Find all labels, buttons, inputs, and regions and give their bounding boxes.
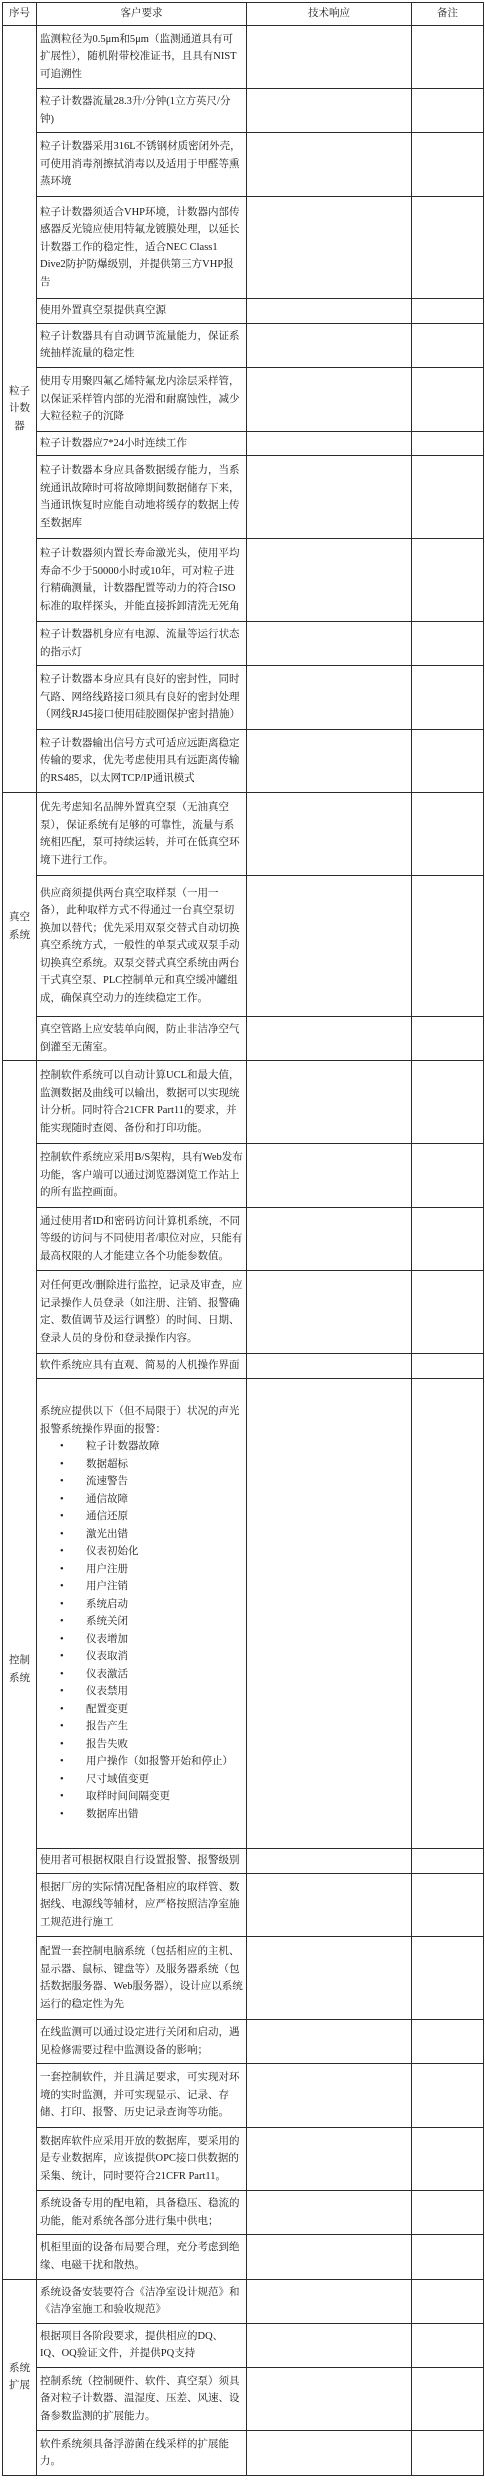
requirement-text: 控制系统（控制硬件、软件、真空泵）须具备对粒子计数器、温湿度、压差、风速、设备参数监测的扩展能力。 [37,2367,247,2431]
requirement-text: 真空管路上应安装单向阀，防止非洁净空气倒灌至无菌室。 [37,1017,247,1061]
alarm-item-label: 用户注销 [86,1581,128,1593]
alarm-item [40,1683,243,1701]
response-cell [247,1017,412,1061]
response-cell [247,1379,412,1849]
requirement-row [3,89,484,133]
requirement-text: 软件系统应具有直观、简易的人机操作界面 [37,1354,247,1379]
requirement-text: 粒子计数器机身应有电源、流量等运行状态的指示灯 [37,622,247,666]
alarm-item [40,1718,243,1736]
remark-cell [412,793,484,876]
response-cell [247,2431,412,2476]
remark-cell [412,196,484,298]
requirement-row [3,2367,484,2431]
alarm-item-label: 仪表禁用 [86,1686,128,1698]
response-cell [247,1873,412,1937]
requirement-text: 粒子计数器本身应具备数据缓存能力，当系统通讯故障时可将故障期间数据储存下来，当通讯恢复时应能自动地将缓存的数据上传至数据库 [37,456,247,539]
requirement-row [3,1379,484,1849]
requirement-text: 机柜里面的设备布局要合理，充分考虑到绝缘、电磁干扰和散热。 [37,2235,247,2279]
bullet-icon: • [60,1458,64,1470]
alarm-item [40,1753,243,1771]
header-remark: 备注 [412,3,484,26]
requirement-row [3,1848,484,1873]
remark-cell [412,2367,484,2431]
remark-cell [412,539,484,622]
requirement-text: 粒子计数器本身应具有良好的密封性，同时气路、网络线路接口须具有良好的密封处理（网线RJ45接口使用硅胶圈保护密封措施） [37,666,247,730]
requirement-row [3,729,484,793]
response-cell [247,89,412,133]
alarm-item [40,1526,243,1544]
alarm-item [40,1771,243,1789]
requirement-row [3,2279,484,2323]
bullet-icon: • [60,1441,64,1453]
alarm-item-label: 报告产生 [86,1721,128,1733]
alarm-item [40,1438,243,1456]
requirement-text: 配置一套控制电脑系统（包括相应的主机、显示器、鼠标、键盘等）及服务器系统（包括数据服务器、Web服务器），设计应以系统运行的稳定性为先 [37,1937,247,2020]
remark-cell [412,323,484,367]
remark-cell [412,1354,484,1379]
alarm-item [40,1508,243,1526]
remark-cell [412,666,484,730]
requirement-row [3,1873,484,1937]
response-cell [247,2323,412,2367]
alarm-item-label: 仪表取消 [86,1651,128,1663]
alarm-item [40,1578,243,1596]
requirement-text: 监测粒径为0.5μm和5μm（监测通道具有可扩展性），随机附带校准证书，且具有NIST可追溯性 [37,25,247,89]
requirement-row [3,793,484,876]
requirement-text: 根据项目各阶段要求，提供相应的DQ、IQ、OQ验证文件，并提供PQ支持 [37,2323,247,2367]
alarm-item [40,1491,243,1509]
requirement-text: 使用外置真空泵提供真空源 [37,298,247,323]
requirement-text: 对任何更改/删除进行监控，记录及审查，应记录操作人员登录（如注册、注销、报警确定、数值调节及运行调整）的时间、日期、登录人员的身份和登录操作内容。 [37,1271,247,1354]
bullet-icon: • [60,1668,64,1680]
requirement-text: 在线监测可以通过设定进行关闭和启动，遇见检修需要过程中监测设备的影响； [37,2019,247,2063]
bullet-icon: • [60,1598,64,1610]
alarm-item [40,1666,243,1684]
response-cell [247,1354,412,1379]
bullet-icon: • [60,1721,64,1733]
response-cell [247,2064,412,2128]
alarm-item-label: 激光出错 [86,1528,128,1540]
requirement-row [3,133,484,197]
alarm-item [40,1631,243,1649]
alarm-item [40,1701,243,1719]
bullet-icon: • [60,1528,64,1540]
requirement-text: 粒子计数器须内置长寿命激光头，使用平均寿命不少于50000小时或10年，可对粒子进行精确测量，计数器配置等动力的符合ISO标准的取样探头，并能直接拆卸清洗无死角 [37,539,247,622]
bullet-icon: • [60,1546,64,1558]
response-cell [247,729,412,793]
response-cell [247,666,412,730]
alarm-item-label: 用户操作（如报警开始和停止） [86,1756,233,1768]
alarm-item-label: 配置变更 [86,1703,128,1715]
response-cell [247,1061,412,1144]
remark-cell [412,1848,484,1873]
remark-cell [412,622,484,666]
requirement-row [3,1354,484,1379]
response-cell [247,1144,412,1208]
section-label-control-system: 控制系统 [3,1061,37,2279]
section-label-vacuum-system: 真空系统 [3,793,37,1061]
alarm-item [40,1561,243,1579]
requirement-row [3,368,484,432]
remark-cell [412,133,484,197]
requirement-row [3,2323,484,2367]
requirement-row [3,2127,484,2191]
response-cell [247,622,412,666]
remark-cell [412,2019,484,2063]
response-cell [247,2019,412,2063]
requirement-text: 粒子计数器采用316L不锈钢材质密闭外壳，可使用消毒剂擦拭消毒以及适用于甲醛等熏蒸环境 [37,133,247,197]
requirement-row [3,196,484,298]
alarm-item-label: 流速警告 [86,1476,128,1488]
requirement-row [3,25,484,89]
response-cell [247,1207,412,1271]
remark-cell [412,2064,484,2128]
response-cell [247,793,412,876]
requirement-text: 粒子计数器须适合VHP环境，计数器内部传感器反光镜应使用特氟龙镀膜处理，以延长计数器工作的稳定性，适合NEC Class1 Dive2防护防爆级别，并提供第三方VHP报告 [37,196,247,298]
requirement-text: 供应商须提供两台真空取样泵（一用一备），此种取样方式不得通过一台真空泵切换加以替代；优先采用双泵交替式自动切换真空系统方式，一般性的单泵式或双泵手动切换真空系统。双泵交替式真空系统由两台干式真空泵、PLC控制单元和真空缓冲罐组成，确保真空动力的连续稳定工作。 [37,876,247,1017]
response-cell [247,196,412,298]
requirement-text: 软件系统须具备浮游菌在线采样的扩展能力。 [37,2431,247,2476]
alarm-item-label: 粒子计数器故障 [86,1441,160,1453]
requirement-row [3,539,484,622]
requirement-row [3,2019,484,2063]
remark-cell [412,1207,484,1271]
alarm-item [40,1806,243,1824]
requirement-row [3,1271,484,1354]
bullet-icon: • [60,1791,64,1803]
requirement-row [3,622,484,666]
alarm-item-label: 仪表增加 [86,1633,128,1645]
alarm-item [40,1543,243,1561]
remark-cell [412,876,484,1017]
bullet-icon: • [60,1773,64,1785]
response-cell [247,876,412,1017]
response-cell [247,298,412,323]
remark-cell [412,1061,484,1144]
response-cell [247,431,412,456]
bullet-icon: • [60,1563,64,1575]
alarm-item [40,1596,243,1614]
requirement-row [3,1061,484,1144]
header-requirement: 客户要求 [37,3,247,26]
bullet-icon: • [60,1581,64,1593]
requirement-row [3,2235,484,2279]
remark-cell [412,1017,484,1061]
requirement-text: 控制软件系统应采用B/S架构，具有Web发布功能，客户端可以通过浏览器浏览工作站上的所有监控画面。 [37,1144,247,1208]
requirement-text: 使用专用聚四氟乙烯特氟龙内涂层采样管，以保证采样管内部的光滑和耐腐蚀性，减少大粒径粒子的沉降 [37,368,247,432]
bullet-icon: • [60,1703,64,1715]
requirement-row [3,323,484,367]
remark-cell [412,456,484,539]
alarm-item-label: 数据超标 [86,1458,128,1470]
response-cell [247,2367,412,2431]
requirement-text: 控制软件系统可以自动计算UCL和最大值，监测数据及曲线可以输出，数据可以实现统计分析。同时符合21CFR Part11的要求，并能实现随时查阅、备份和打印功能。 [37,1061,247,1144]
response-cell [247,133,412,197]
requirement-text: 系统设备安装要符合《洁净室设计规范》和《洁净室施工和验收规范》 [37,2279,247,2323]
response-cell [247,368,412,432]
response-cell [247,1271,412,1354]
requirement-row [3,876,484,1017]
bullet-icon: • [60,1616,64,1628]
bullet-icon: • [60,1738,64,1750]
remark-cell [412,368,484,432]
response-cell [247,2127,412,2191]
requirement-text: 一套控制软件，并且满足要求，可实现对环境的实时监测，并可实现显示、记录、存储、打印、报警、历史记录查询等功能。 [37,2064,247,2128]
alarm-item-label: 系统启动 [86,1598,128,1610]
remark-cell [412,2127,484,2191]
alarm-intro: 系统应提供以下（但不局限于）状况的声光报警系统操作界面的报警： [40,1406,240,1435]
requirement-text: 数据库软件应采用开放的数据库，要采用的是专业数据库，应该提供OPC接口供数据的采集、统计，同时要符合21CFR Part11。 [37,2127,247,2191]
alarm-item-label: 数据库出错 [86,1808,139,1820]
alarm-item-label: 仪表初始化 [86,1546,139,1558]
alarm-item-label: 尺寸域值变更 [86,1773,149,1785]
bullet-icon: • [60,1511,64,1523]
remark-cell [412,89,484,133]
requirement-row [3,1144,484,1208]
header-response: 技术响应 [247,3,412,26]
requirement-text: 粒子计数器流量28.3升/分钟(1立方英尺/分钟) [37,89,247,133]
requirement-row [3,2191,484,2235]
remark-cell [412,1873,484,1937]
requirement-text [37,1379,247,1849]
requirement-row [3,431,484,456]
alarm-item-label: 通信故障 [86,1493,128,1505]
remark-cell [412,729,484,793]
remark-cell [412,2431,484,2476]
remark-cell [412,2323,484,2367]
header-no: 序号 [3,3,37,26]
section-label-particle-counter: 粒子计数器 [3,25,37,793]
requirement-text: 粒子计数器具有自动调节流量能力，保证系统抽样流量的稳定性 [37,323,247,367]
alarm-item-label: 系统关闭 [86,1616,128,1628]
alarm-item-label: 通信还原 [86,1511,128,1523]
requirement-text: 通过使用者ID和密码访问计算机系统，不同等级的访问与不同使用者/职位对应，只能有最高权限的人才能建立各个功能参数值。 [37,1207,247,1271]
response-cell [247,539,412,622]
response-cell [247,323,412,367]
alarm-item-label: 报告失败 [86,1738,128,1750]
alarm-item [40,1736,243,1754]
bullet-icon: • [60,1756,64,1768]
requirement-row [3,2064,484,2128]
bullet-icon: • [60,1808,64,1820]
alarm-item-label: 仪表激活 [86,1668,128,1680]
requirement-text: 系统设备专用的配电箱，具备稳压、稳流的功能，能对系统各部分进行集中供电； [37,2191,247,2235]
table-header [3,3,484,26]
requirement-text: 粒子计数器输出信号方式可适应远距离稳定传输的要求，优先考虑使用具有远距离传输的RS485，以太网TCP/IP通讯模式 [37,729,247,793]
requirement-text: 根据厂房的实际情况配备相应的取样管、数据线、电源线等辅材，应严格按照洁净室施工规范进行施工 [37,1873,247,1937]
response-cell [247,1848,412,1873]
response-cell [247,1937,412,2020]
remark-cell [412,2279,484,2323]
requirement-row [3,1937,484,2020]
response-cell [247,456,412,539]
alarm-item [40,1788,243,1806]
alarm-item-label: 取样时间间隔变更 [86,1791,170,1803]
remark-cell [412,298,484,323]
requirement-row [3,666,484,730]
remark-cell [412,1144,484,1208]
bullet-icon: • [60,1686,64,1698]
section-label-system-expansion: 系统扩展 [3,2279,37,2475]
requirement-text: 使用者可根据权限自行设置报警、报警级别 [37,1848,247,1873]
requirement-row [3,1207,484,1271]
remark-cell [412,1271,484,1354]
alarm-item [40,1473,243,1491]
requirements-table [2,2,484,2476]
alarm-item [40,1456,243,1474]
requirement-text: 粒子计数器应7*24小时连续工作 [37,431,247,456]
remark-cell [412,1379,484,1849]
response-cell [247,2191,412,2235]
remark-cell [412,25,484,89]
remark-cell [412,2191,484,2235]
remark-cell [412,431,484,456]
requirement-row [3,298,484,323]
alarm-item [40,1648,243,1666]
response-cell [247,2279,412,2323]
response-cell [247,25,412,89]
requirement-text: 优先考虑知名品牌外置真空泵（无油真空泵），保证系统有足够的可靠性，流量与系统相匹配，泵可持续运转，并可在低真空环境下进行工作。 [37,793,247,876]
response-cell [247,2235,412,2279]
requirement-row [3,1017,484,1061]
bullet-icon: • [60,1476,64,1488]
alarm-item [40,1613,243,1631]
bullet-icon: • [60,1651,64,1663]
remark-cell [412,2235,484,2279]
requirement-row [3,456,484,539]
bullet-icon: • [60,1633,64,1645]
alarm-item-label: 用户注册 [86,1563,128,1575]
requirement-row [3,2431,484,2476]
bullet-icon: • [60,1493,64,1505]
remark-cell [412,1937,484,2020]
